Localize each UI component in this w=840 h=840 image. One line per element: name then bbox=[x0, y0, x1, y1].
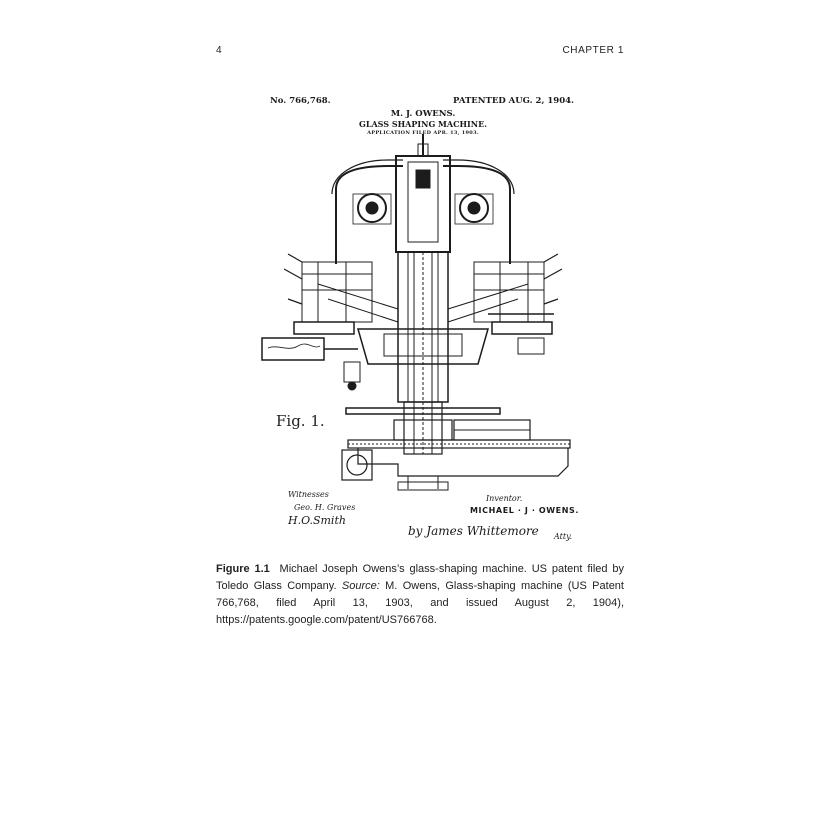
caption-source-label: Source: bbox=[341, 580, 380, 592]
inventor-name: MICHAEL · J · OWENS. bbox=[470, 506, 580, 515]
figure-caption bbox=[216, 561, 624, 629]
inventor-label: Inventor. bbox=[486, 494, 523, 503]
page-number: 4 bbox=[216, 45, 222, 56]
patent-title: GLASS SHAPING MACHINE. bbox=[359, 119, 487, 129]
witnesses-label: Witnesses bbox=[288, 490, 329, 499]
witness-signature-2: H.O.Smith bbox=[288, 514, 346, 527]
patent-inventor-name: M. J. OWENS. bbox=[390, 109, 456, 119]
patent-figure bbox=[258, 94, 588, 552]
witness-signature-1: Geo. H. Graves bbox=[294, 503, 356, 512]
figure-label: Fig. 1. bbox=[276, 412, 325, 430]
patent-date: PATENTED AUG. 2, 1904. bbox=[453, 96, 574, 106]
patent-filed: APPLICATION FILED APR. 13, 1903. bbox=[367, 130, 479, 136]
attorney-signature: by James Whittemore bbox=[408, 524, 539, 538]
chapter-heading: CHAPTER 1 bbox=[562, 45, 624, 56]
machine-drawing bbox=[258, 94, 588, 552]
caption-text: Michael Joseph Owens’s glass-shaping machine. US patent filed by Toledo Glass Company. bbox=[216, 563, 624, 592]
caption-label: Figure 1.1 bbox=[216, 563, 270, 575]
caption-source-text: M. Owens, Glass-shaping machine (US Patent 766,768, filed April 13, 1903, and issued August 2, 1904), https://patents.google.com/patent/US766768. bbox=[216, 580, 624, 626]
patent-number: No. 766,768. bbox=[270, 96, 331, 106]
attorney-label: Atty. bbox=[554, 532, 573, 541]
